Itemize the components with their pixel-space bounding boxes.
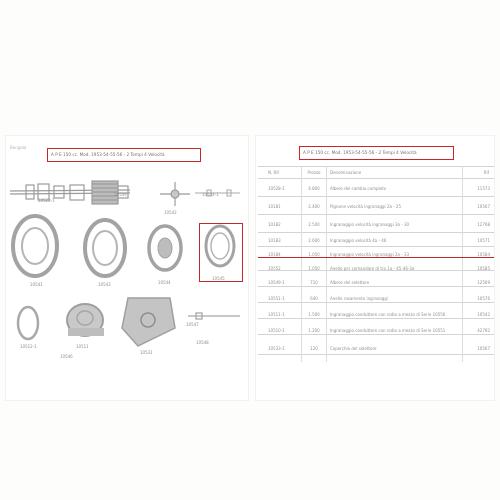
part-number-label: 10528-1	[38, 198, 55, 203]
row-code: 10510-1	[268, 328, 285, 333]
row-code: 10184	[268, 252, 281, 257]
synchro-hub-drawing	[67, 304, 104, 336]
table-rule	[258, 302, 494, 303]
table-column-rule	[462, 166, 463, 362]
table-rule	[258, 232, 494, 233]
row-code: 10181	[268, 204, 281, 209]
row-ref: 10576	[477, 296, 490, 301]
row-code: 10549-1	[268, 280, 285, 285]
table-header-description: Denominazione	[330, 170, 362, 175]
row-ref: 10567	[477, 346, 490, 351]
table-header-code: N. Rif.	[268, 170, 280, 175]
part-number-label: 10547	[186, 322, 199, 327]
part-number-label: 10544	[158, 280, 171, 285]
table-rule	[258, 318, 494, 319]
part-number-label: 10512-1	[20, 344, 37, 349]
row-ref: 42792	[477, 328, 490, 333]
table-rule	[258, 334, 494, 335]
table-rule	[258, 286, 494, 287]
highlighted-row-marker	[258, 257, 494, 258]
row-description: Anello per comandare di tra 1a - 45-46-3a	[330, 266, 415, 271]
row-price: 120	[310, 346, 318, 351]
part-number-label: 10541	[30, 282, 43, 287]
row-description: Ingranaggio velocità 4a - 46	[330, 238, 387, 243]
row-description: Anello rasamento ingranaggi	[330, 296, 388, 301]
row-price: 2.400	[308, 204, 320, 209]
table-rule	[258, 178, 494, 179]
row-code: 10183	[268, 238, 281, 243]
table-rule	[258, 354, 494, 355]
part-number-label: 10545	[212, 276, 225, 281]
row-ref: 10585	[477, 266, 490, 271]
part-number-label: 10548	[196, 340, 209, 345]
row-price: 640	[310, 296, 318, 301]
row-ref: 11573	[477, 186, 490, 191]
row-price: 4.800	[308, 186, 320, 191]
cross-spider-drawing	[160, 182, 190, 206]
table-column-rule	[326, 166, 327, 362]
part-number-label: 10511	[76, 344, 89, 349]
table-header-price: Prezzo	[307, 170, 321, 175]
row-description: Coperchio del selettore	[330, 346, 377, 351]
table-column-rule	[301, 166, 302, 362]
row-price: 1.050	[308, 266, 320, 271]
pin-drawing	[188, 313, 240, 319]
row-description: Albero del selettore	[330, 280, 370, 285]
part-number-label: 10542	[164, 210, 177, 215]
left-page-corner-label: Bengala	[10, 145, 27, 150]
row-code: 10551-1	[268, 296, 285, 301]
gear-shaft-drawing	[10, 181, 130, 204]
table-header-ref: Rif.	[483, 170, 490, 175]
gear-ring-3	[149, 226, 181, 270]
row-price: 710	[310, 280, 318, 285]
row-description: Pignone velocità ingranaggi 2a - 25	[330, 204, 402, 209]
gear-ring-2	[85, 220, 125, 276]
part-number-label: 10549	[114, 192, 127, 197]
row-description: Ingranaggio velocità ingranaggi 3a - 30	[330, 222, 410, 227]
row-code: 10528-1	[268, 186, 285, 191]
table-rule	[258, 166, 494, 167]
row-ref: 12569	[477, 280, 490, 285]
row-ref: 10571	[477, 238, 490, 243]
table-rule	[258, 196, 494, 197]
row-price: 1.500	[308, 312, 320, 317]
part-number-label: 10546	[60, 354, 73, 359]
part-number-label: 10543	[98, 282, 111, 287]
row-description: Albero del cambio completo	[330, 186, 387, 191]
row-code: 10511-1	[268, 312, 285, 317]
row-price: 2.500	[308, 222, 320, 227]
right-page-title: A P E 150 cc. Mod. 1953-54-55-56 - 2 Tempi 4 Velocità	[299, 146, 454, 160]
row-ref: 10542	[477, 312, 490, 317]
part-number-label: 10534-1	[202, 192, 219, 197]
highlighted-part-callout	[199, 223, 243, 282]
row-ref: 12768	[477, 222, 490, 227]
row-price: 1.200	[308, 328, 320, 333]
row-ref: 10567	[477, 204, 490, 209]
row-code: 10533-1	[268, 346, 285, 351]
gear-ring-1	[13, 216, 57, 276]
table-rule	[258, 214, 494, 215]
table-rule	[258, 246, 494, 247]
row-description: Ingranaggio velocità ingranaggi 2a - 33	[330, 252, 410, 257]
washer-drawing	[18, 307, 38, 339]
row-code: 10182	[268, 222, 281, 227]
part-number-label: 10531	[140, 350, 153, 355]
row-ref: 10584	[477, 252, 490, 257]
left-page-title: A P E 150 cc. Mod. 1953-54-55-56 - 2 Tempi 4 Velocità	[47, 148, 201, 162]
row-code: 10552	[268, 266, 281, 271]
row-description: Ingranaggio conduttore con rodio a mezzo di Serie 10556	[330, 312, 446, 317]
row-price: 1.050	[308, 252, 320, 257]
row-description: Ingranaggio conduttore con rodio a mezzo di Serie 10551	[330, 328, 446, 333]
row-price: 2.600	[308, 238, 320, 243]
differential-drawing	[122, 298, 175, 346]
